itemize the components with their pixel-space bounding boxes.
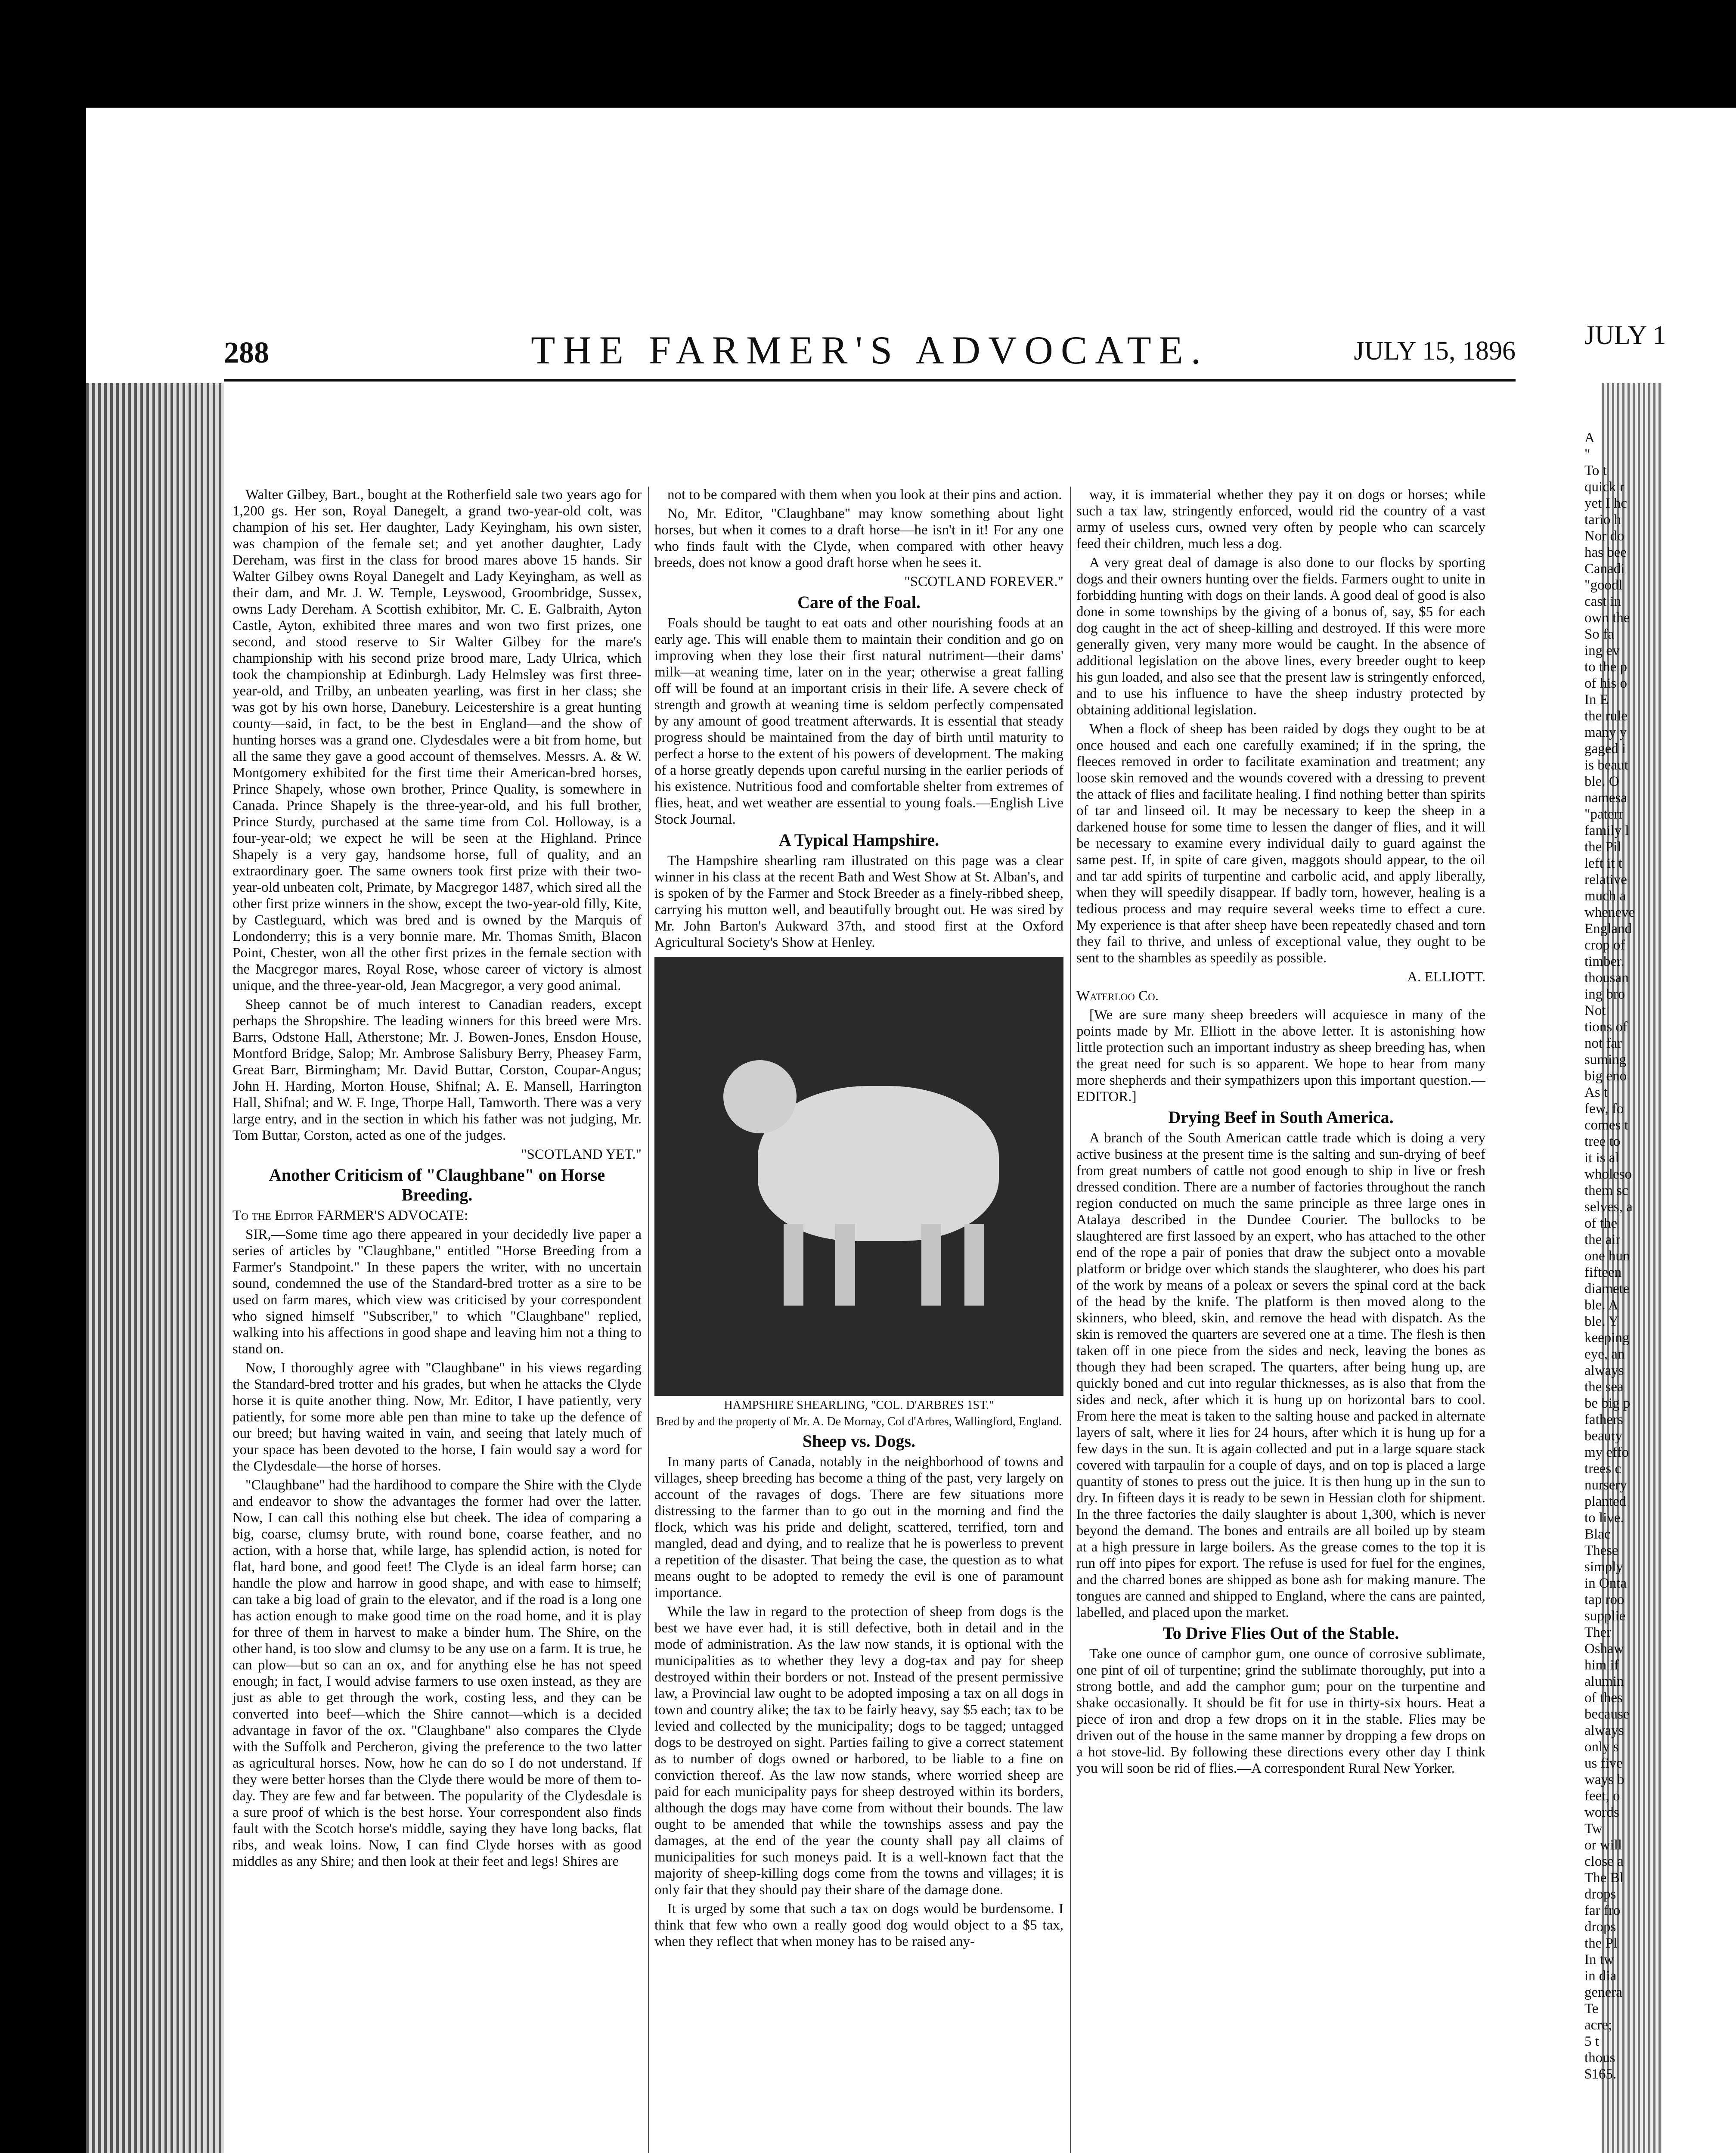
- facing-page-line: the sea: [1584, 1379, 1624, 1395]
- facing-page-line: alumin: [1584, 1674, 1624, 1689]
- facing-page-line: suming: [1584, 1052, 1627, 1067]
- facing-page-line: far fro: [1584, 1903, 1621, 1918]
- column-1: [232, 487, 642, 2153]
- paragraph: "Claughbane" had the hardihood to compare the Shire with the Clyde and endeavor to show the advantages the former had over the latter. Now, I can call this nothing else but cheek. The idea of comparing a big, coarse, clumsy brute, with round bone, coarse feather, and no action, with a horse that, while large, has splendid action, is noted for flat, hard bone, and good feet! The Clyde is an ideal farm horse; can handle the plow and harrow in good shape, and with ease to himself; can take a big load of grain to the elevator, and if the road is a long one has action enough to make good time on the road home, and it is play for three of them in harvest to make a binder hum. The Shire, on the other hand, is too slow and clumsy to be any use on a farm. It is true, he can plow—but so can an ox, and for anything else he has not speed enough; in fact, I would advise farmers to use oxen instead, as they are just as able to get through the work, costing less, and they can be converted into beef—which the Shire cannot—which is a decided advantage in favor of the ox. "Claughbane" also compares the Clyde with the Suffolk and Percheron, giving the preference to the two latter as agricultural horses. Now, how he can do so I do not understand. If they were better horses than the Clyde there would be more of them to-day. They are few and far between. The popularity of the Clydesdale is a sure proof of which is the best horse. Your correspondent also finds fault with the Scotch horse's middle, saying they have long backs, flat ribs, and weak loins. Now, I can find Clyde horses with as good middles as any Shire; and then look at their feet and legs! Shires are: [232, 1477, 642, 1869]
- facing-page-line: gaged i: [1584, 741, 1626, 757]
- facing-page-line: supplie: [1584, 1608, 1626, 1624]
- facing-page-line: Oshaw: [1584, 1641, 1624, 1657]
- place: Waterloo Co.: [1076, 988, 1159, 1004]
- facing-page-line: tario h: [1584, 512, 1621, 527]
- facing-page-line: As t: [1584, 1085, 1608, 1100]
- paragraph: SIR,—Some time ago there appeared in your decidedly live paper a series of articles by "Claughbane," entitled "Horse Breeding from a Farmer's Standpoint." In these papers the writer, with no uncertain sound, condemned the use of the Standard-bred trotter as a sire to be used on farm mares, which view was criticised by your correspondent who signed himself "Subscriber," to which "Claughbane" replied, walking into his affections in good shape and leaving him not a thing to stand on.: [232, 1227, 642, 1357]
- article-headline: Drying Beef in South America.: [1168, 1108, 1394, 1127]
- page-header: [224, 327, 1516, 375]
- facing-page-line: Canadi: [1584, 561, 1625, 577]
- article-headline: Care of the Foal.: [797, 593, 921, 612]
- facing-page-line: These: [1584, 1543, 1618, 1558]
- facing-page-line: In E: [1584, 692, 1609, 707]
- facing-page-line: quick r: [1584, 479, 1624, 495]
- article-headline: Sheep vs. Dogs.: [802, 1431, 916, 1451]
- facing-page-line: $165.: [1584, 2066, 1617, 2082]
- paragraph: It is urged by some that such a tax on dogs would be burdensome. I think that few who own a really good dog would object to a $5 tax, when they reflect that when money has to be raised any-: [654, 1901, 1063, 1949]
- hampshire-ram-photo: [654, 957, 1063, 1396]
- facing-page-line: to live.: [1584, 1510, 1624, 1526]
- facing-page-line: him if: [1584, 1657, 1619, 1673]
- facing-page-line: beauty: [1584, 1428, 1622, 1444]
- paragraph: way, it is immaterial whether they pay it on dogs or horses; while such a tax law, stringently enforced, would rid the country of a vast army of useless curs, owned very often by people who can scarcely feed their children, much less a dog.: [1076, 487, 1485, 552]
- facing-page-line: close a: [1584, 1854, 1624, 1869]
- facing-page-line: much a: [1584, 888, 1626, 904]
- page-number: 288: [224, 336, 269, 369]
- facing-page-line: feet, o: [1584, 1788, 1620, 1804]
- facing-page-line: fifteen: [1584, 1265, 1622, 1280]
- paragraph: Sheep cannot be of much interest to Canadian readers, except perhaps the Shropshire. The leading winners for this breed were Mrs. Barrs, Odstone Hall, Atherstone; Mr. J. Bowen-Jones, Ensdon House, Montford Bridge, Salop; Mr. Ambrose Salisbury Berry, Pheasey Farm, Great Barr, Birmingham; Mr. David Buttar, Corston, Coupar-Angus; John H. Harding, Morton House, Shifnal; A. E. Mansell, Harrington Hall, Shifnal; and W. F. Inge, Thorpe Hall, Tamworth. There was a very large entry, and in the section in which his father was not judging, Mr. Tom Buttar, Corston, acted as one of the judges.: [232, 997, 642, 1143]
- paragraph: Now, I thoroughly agree with "Claughbane" in his views regarding the Standard-bred trotter and his grades, but when he attacks the Clyde horse it is quite another thing. Now, Mr. Editor, I have patiently, very patiently, for some more able pen than mine to take up the defence of our breed; but having waited in vain, and seeing that lately much of your space has been devoted to the horse, I fain would say a word for the Clydesdale—the horse of horses.: [232, 1360, 642, 1474]
- facing-page-line: genera: [1584, 1985, 1622, 2000]
- facing-page-line: wholeso: [1584, 1166, 1632, 1182]
- column-rule: [648, 487, 649, 2153]
- facing-page-line: ble. Y: [1584, 1314, 1619, 1329]
- paragraph: The Hampshire shearling ram illustrated on this page was a clear winner in his class at the recent Bath and West Show at St. Alban's, and is spoken of by the Farmer and Stock Breeder as a finely-ribbed sheep, carrying his mutton well, and beautifully brought out. He was sired by Mr. John Barton's Aukward 37th, and stood first at the Oxford Agricultural Society's Show at Henley.: [654, 853, 1063, 950]
- facing-page-line: In tw: [1584, 1952, 1614, 1967]
- facing-page-line: own the: [1584, 610, 1630, 626]
- paragraph: When a flock of sheep has been raided by dogs they ought to be at once housed and each one carefully examined; if in the spring, the fleeces removed in order to facilitate examination and treatment; any loose skin removed and the wounds covered with a dressing to prevent the attack of flies and facilitate healing. I find nothing better than spirits of tar and linseed oil. It may be necessary to keep the sheep in a darkened house for some time to lessen the danger of flies, and it will be necessary to examine every individual daily to guard against the same pest. If, in spite of care given, maggots should appear, to the oil and tar add spirits of turpentine and carbolic acid, and apply liberally, when they will speedily disappear. If badly torn, however, healing is a tedious process and may require several weeks time to effect a cure. My experience is that after sheep have been repeatedly chased and torn they fail to thrive, and unless of exceptional value, they ought to be sent to the shambles as speedily as possible.: [1076, 721, 1485, 966]
- facing-page-line: Tw: [1584, 1821, 1603, 1837]
- article-headline: Another Criticism of "Claughbane" on Horse Breeding.: [269, 1165, 605, 1204]
- salutation: To the Editor FARMER'S ADVOCATE:: [232, 1208, 468, 1223]
- facing-page-line: in Onta: [1584, 1576, 1627, 1591]
- facing-page-line: to the p: [1584, 659, 1627, 675]
- facing-page-line: drops: [1584, 1919, 1616, 1935]
- facing-page-line: them sc: [1584, 1183, 1628, 1198]
- facing-page-line: 5 t: [1584, 2034, 1599, 2049]
- issue-date: JULY 15, 1896: [1354, 336, 1516, 366]
- facing-page-line: be big p: [1584, 1396, 1631, 1411]
- facing-page-line: wheneve: [1584, 905, 1635, 920]
- facing-page-line: nursery: [1584, 1477, 1627, 1493]
- facing-page-line: crop of: [1584, 937, 1625, 953]
- facing-page-line: yet I hc: [1584, 496, 1627, 511]
- photo-caption: HAMPSHIRE SHEARLING, "COL. D'ARBRES 1ST.": [724, 1399, 994, 1412]
- sheep-leg: [964, 1224, 984, 1306]
- facing-page-line: simply: [1584, 1559, 1623, 1575]
- facing-page-line: is beaut: [1584, 757, 1628, 773]
- paragraph: Take one ounce of camphor gum, one ounce of corrosive sublimate, one pint of oil of turpentine; grind the sublimate thoroughly, put into a strong bottle, and add the camphor gum; pour on the turpentine and shake occasionally. It should be fit for use in thirty-six hours. Heat a piece of iron and drop a few drops on it in the stable. Flies may be driven out of the house in the same manner by dropping a few drops on a hot stove-lid. By following these directions every other day I think you will soon be rid of flies.—A correspondent Rural New Yorker.: [1076, 1646, 1485, 1776]
- sheep-leg: [835, 1224, 855, 1306]
- facing-page-line: drops: [1584, 1886, 1616, 1902]
- facing-page-line: "paterr: [1584, 807, 1624, 822]
- paragraph: A branch of the South American cattle trade which is doing a very active business at the present time is the salting and sun-drying of beef from great numbers of cattle not good enough to ship in live or fresh dressed condition. There are a number of factories throughout the ranch region conducted on much the same principle as three large ones in Atalaya described in the Dundee Courier. The bullocks to be slaughtered are first lassoed by an expert, who has attached to the other end of the rope a pair of ponies that draw the subject onto a movable platform or bridge over which stands the slaughterer, who does his part of the work by means of a poleax or severs the spinal cord at the back of the head by the knife. The platform is then moved along to the skinners, who bleed, skin, and remove the head with dispatch. As the skin is removed the quarters are severed one at a time. The flesh is then taken off in one piece from the sides and neck, leaving the bones as though they had been scraped. The quarters, after being hung up, are quickly boned and cut into regular thicknesses, as is also that from the sides and neck, after which it is hung up on horizontal bars to cool. From here the meat is taken to the salting house and packed in alternate layers of salt, where it lies for 24 hours, after which it is hung up for a few days in the sun. It is again collected and put in a large square stack covered with tarpaulin for a couple of days, and on top is placed a large quantity of stones to press out the juice. It is then hung up in the sun to dry. In fifteen days it is ready to be sewn in Hessian cloth for shipment. In the three factories the daily slaughter is about 1,300, which is never beyond the demand. The bones and entrails are all boiled up by steam at a high pressure in large boilers. As the grease comes to the top it is run off into pipes for export. The refuse is used for fuel for the engines, and the charred bones are shipped as bone ash for making manure. The tongues are canned and shipped to England, where the cans are painted, labelled, and placed upon the market.: [1076, 1130, 1485, 1620]
- facing-page-line: Blac: [1584, 1526, 1611, 1542]
- facing-page-line: England: [1584, 921, 1632, 937]
- facing-page-line: big eno: [1584, 1068, 1627, 1084]
- facing-page-line: fathers: [1584, 1412, 1623, 1427]
- facing-page-line: few, fo: [1584, 1101, 1624, 1117]
- facing-page-line: only s: [1584, 1739, 1619, 1755]
- facing-page-line: in dia: [1584, 1968, 1617, 1984]
- paragraph: Foals should be taught to eat oats and other nourishing foods at an early age. This will enable them to maintain their condition and go on improving when they lose their first natural nutriment—their dams' milk—at weaning time, later on in the year; otherwise a great falling off will be found at an important crisis in their life. A severe check of strength and growth at weaning time is seldom perfectly compensated by any amount of good treatment afterwards. It is essential that steady progress should be maintained from the day of birth until maturity to perfect a horse to the extent of his powers of development. The making of a horse greatly depends upon careful nursing in the earlier periods of his existence. Nutritious food and comfortable shelter from extremes of flies, heat, and wet weather are essential to young foals.—English Live Stock Journal.: [654, 615, 1063, 827]
- facing-page-line: it is al: [1584, 1150, 1619, 1166]
- facing-page-line: cast in: [1584, 594, 1621, 609]
- facing-page-line: one hun: [1584, 1248, 1630, 1264]
- facing-page-line: keeping: [1584, 1330, 1630, 1346]
- facing-page-line: selves, a: [1584, 1199, 1633, 1215]
- book-gutter-left: [86, 383, 224, 2153]
- facing-page-line: family l: [1584, 823, 1629, 838]
- paragraph: No, Mr. Editor, "Claughbane" may know something about light horses, but when it comes to a draft horse—he isn't in it! For any one who finds fault with the Clyde, when compared with other heavy breeds, does not know a good draft horse when he sees it.: [654, 506, 1063, 571]
- facing-page-line: Te: [1584, 2001, 1599, 2016]
- facing-page-line: us five: [1584, 1756, 1623, 1771]
- facing-page-line: the Pl: [1584, 1936, 1618, 1951]
- facing-page-line: tree to: [1584, 1134, 1621, 1149]
- sheep-head: [723, 1060, 797, 1133]
- facing-page-line: of thes: [1584, 1690, 1623, 1706]
- facing-page-line: always: [1584, 1723, 1624, 1738]
- facing-page-line: Not: [1584, 1003, 1606, 1018]
- facing-page-line: Ther: [1584, 1625, 1612, 1640]
- facing-page-line: ble. O: [1584, 774, 1619, 789]
- signature: "SCOTLAND FOREVER.": [904, 574, 1063, 589]
- paragraph: not to be compared with them when you look at their pins and action.: [667, 487, 1062, 503]
- column-rule: [1070, 487, 1071, 2153]
- facing-page-lines: [1584, 430, 1650, 2082]
- facing-page-line: relative: [1584, 872, 1627, 887]
- facing-page-line: always: [1584, 1363, 1624, 1378]
- facing-page-line: of the: [1584, 1216, 1618, 1231]
- paragraph: Walter Gilbey, Bart., bought at the Rotherfield sale two years ago for 1,200 gs. Her son, Royal Danegelt, a grand two-year-old colt, was champion of his set. Her daughter, Lady Keyingham, his own sister, was champion of the female set; and yet another daughter, Lady Dereham, was first in the class for brood mares above 15 hands. Sir Walter Gilbey owns Royal Danegelt and Lady Keyingham, as well as their dam, and Mr. J. W. Temple, Leyswood, Groombridge, Sussex, owns Lady Dereham. A Scottish exhibitor, Mr. C. E. Galbraith, Ayton Castle, Ayton, exhibited three mares and won two first prizes, one second, and stood reserve to Sir Walter Gilbey for the mare's championship with his second prize brood mare, Lady Ulrica, which took the championship at Edinburgh. Lady Helmsley was first three-year-old, and Trilby, an unbeaten yearling, was first in her class; she was got by his own horse, Danebury. Leicestershire is a great hunting county—said, in fact, to be the best in England—and the show of hunting horses was a grand one. Clydesdales were a bit from home, but all the same they gave a good account of themselves. Messrs. A. & W. Montgomery exhibited for the first time their American-bred horses, Prince Shapely, whose own brother, Prince Quality, is somewhere in Canada. Prince Shapely is the three-year-old, and his full brother, Prince Sturdy, purchased at the same time from Col. Holloway, is a four-year-old; we expect he will be seen at the Highland. Prince Shapely is a very gay, handsome horse, full of quality, and an extraordinary goer. The same owners took first prize with their two-year-old unbeaten colt, Primate, by Macgregor 1487, which sired all the other first prize winners in the show, except the two-year-old filly, Kite, by Castleguard, which was bred and is owned by the Marquis of Londonderry; this is a very bonnie mare. Mr. Thomas Smith, Blacon Point, Chester, won all the other first prizes in the female section with the Macgregor mares, Royal Rose, whose career of victory is almost unique, and the three-year-old, Jean Macgregor, a very good animal.: [232, 487, 642, 993]
- facing-page-line: To t: [1584, 463, 1607, 478]
- column-2: [654, 487, 1063, 2153]
- masthead: THE FARMER'S ADVOCATE.: [531, 328, 1209, 372]
- facing-page-line: A: [1584, 430, 1595, 446]
- facing-page-line: Nor do: [1584, 528, 1624, 544]
- facing-page-line: my effo: [1584, 1445, 1629, 1460]
- signature: A. ELLIOTT.: [1407, 969, 1485, 985]
- facing-page-line: the air: [1584, 1232, 1621, 1247]
- facing-page-fragment: [1584, 321, 1666, 2153]
- facing-page-line: diamete: [1584, 1281, 1630, 1297]
- sheep-leg: [784, 1224, 803, 1306]
- facing-page-line: ing ev: [1584, 643, 1620, 658]
- facing-page-line: of his o: [1584, 676, 1627, 691]
- facing-page-line: thousan: [1584, 970, 1629, 986]
- facing-page-line: tions of: [1584, 1019, 1628, 1035]
- facing-page-line: trees c: [1584, 1461, 1621, 1477]
- facing-page-line: ": [1584, 447, 1590, 462]
- header-rule: [224, 379, 1516, 382]
- facing-page-line: the rule: [1584, 708, 1628, 724]
- photo-credit: Bred by and the property of Mr. A. De Mornay, Col d'Arbres, Wallingford, England.: [656, 1415, 1062, 1428]
- editor-note: [We are sure many sheep breeders will acquiesce in many of the points made by Mr. Elliott in the above letter. It is astonishing how little protection such an important industry as sheep breeding has, when the great need for such is so apparent. We hope to hear from many more shepherds and their sympathizers upon this important question.—EDITOR.]: [1076, 1007, 1485, 1104]
- facing-page-line: comes t: [1584, 1117, 1628, 1133]
- facing-page-line: or will: [1584, 1837, 1622, 1853]
- facing-page-line: timber.: [1584, 954, 1624, 969]
- facing-page-line: words: [1584, 1805, 1619, 1820]
- facing-page-line: the Pil: [1584, 839, 1621, 855]
- facing-page-line: namesa: [1584, 790, 1627, 806]
- facing-page-line: eye, an: [1584, 1346, 1625, 1362]
- facing-page-line: So fa: [1584, 627, 1614, 642]
- facing-page-line: acre;: [1584, 2017, 1612, 2033]
- article-headline: A Typical Hampshire.: [778, 830, 939, 850]
- column-3: [1076, 487, 1485, 2153]
- facing-page-line: ways b: [1584, 1772, 1624, 1787]
- facing-page-line: not far: [1584, 1036, 1622, 1051]
- facing-page-line: many y: [1584, 725, 1627, 740]
- facing-page-line: "goodl: [1584, 577, 1623, 593]
- facing-page-line: tap roo: [1584, 1592, 1624, 1607]
- facing-page-line: because: [1584, 1706, 1630, 1722]
- signature: "SCOTLAND YET.": [521, 1147, 642, 1162]
- article-headline: To Drive Flies Out of the Stable.: [1162, 1623, 1399, 1643]
- facing-page-line: thous: [1584, 2050, 1615, 2066]
- facing-page-line: ing bro: [1584, 987, 1625, 1002]
- facing-page-line: planted: [1584, 1494, 1627, 1509]
- facing-page-header: JULY 1: [1584, 321, 1666, 350]
- facing-page-line: left it t: [1584, 856, 1622, 871]
- paragraph: A very great deal of damage is also done to our flocks by sporting dogs and their owners hunting over the fields. Farmers ought to unite in forbidding hunting with dogs on their lands. A good deal of good is also done in some townships by the giving of a bonus of, say, $5 for each dog caught in the act of sheep-killing and destroyed. If this were more generally given, very many more would be caught. In the absence of additional legislation on the above lines, every breeder ought to keep his gun loaded, and also see that the present law is stringently enforced, and to use his influence to have the sheep industry protected by obtaining additional legislation.: [1076, 555, 1485, 718]
- facing-page-line: has bee: [1584, 545, 1627, 560]
- paragraph: In many parts of Canada, notably in the neighborhood of towns and villages, sheep breeding has become a thing of the past, very largely on account of the ravages of dogs. There are few situations more distressing to the farmer than to go out in the morning and find the flock, which was his pride and delight, scattered, terrified, torn and mangled, dead and dying, and to realize that he is powerless to prevent a repetition of the disaster. That being the case, the question as to what means ought to be adopted to remedy the evil is one of paramount importance.: [654, 1454, 1063, 1601]
- sheep-leg: [921, 1224, 941, 1306]
- facing-page-line: The Bl: [1584, 1870, 1624, 1886]
- paragraph: While the law in regard to the protection of sheep from dogs is the best we have ever had, it is still defective, both in detail and in the mode of administration. As the law now stands, it is optional with the municipalities as to whether they levy a dog-tax and pay for sheep destroyed within their borders or not. Instead of the present permissive law, a Provincial law ought to be adopted imposing a tax on all dogs in town and country alike; the tax to be fairly heavy, say $5 each; tax to be levied and collected by the municipality; dogs to be tagged; untagged dogs to be destroyed on sight. Parties failing to give a correct statement as to number of dogs owned or harbored, to be liable to a fine on conviction thereof. As the law now stands, where worried sheep are paid for each municipality pays for sheep destroyed within its borders, although the dogs may have come from without their bounds. The law ought to be amended that while the townships assess and pay the damages, at the end of the year the county shall pay all claims of municipalities for such moneys paid. It is a well-known fact that the majority of sheep-killing dogs come from the towns and villages; it is only fair that they should pay their share of the damage done.: [654, 1604, 1063, 1898]
- facing-page-line: ble. A: [1584, 1297, 1618, 1313]
